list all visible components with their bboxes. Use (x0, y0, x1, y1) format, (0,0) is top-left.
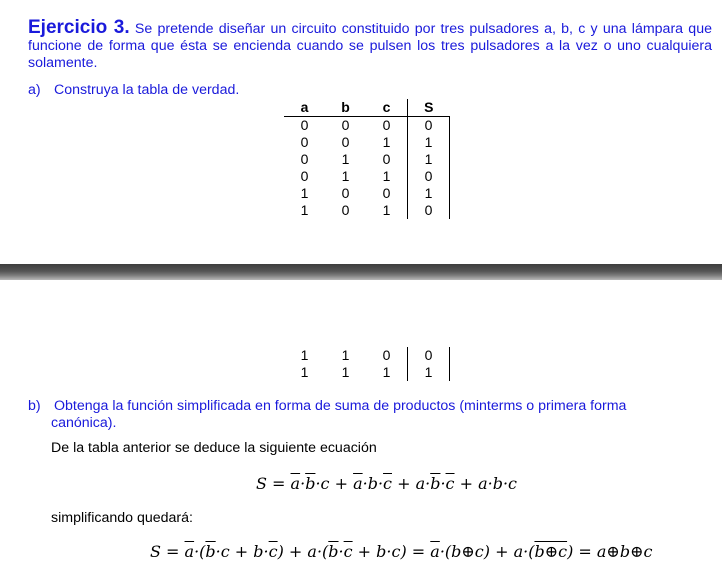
cell-c: 1 (382, 202, 391, 218)
header-b: b (325, 99, 366, 117)
cell-c: 0 (382, 117, 391, 133)
truth-table-header (284, 99, 450, 117)
simplified-equation: $S = \overline{a}\cdot(\overline{b}\cdot c + b\cdot\overline{c}) + a\cdot(\overline{b}\cdot\overline{c} + b\cdot c)$ = $\overline{a}\cdot(b\oplus c)$ + a·(b⊕c) = a⊕b⊕c (150, 542, 653, 561)
simplify-text: simplificando quedará: (51, 510, 193, 526)
cell-s: 0 (408, 202, 450, 219)
cell-c: 1 (382, 168, 391, 184)
cell-s: 0 (408, 117, 450, 135)
cell-c: 0 (382, 151, 391, 167)
cell-a: 1 (300, 185, 309, 201)
deduce-text: De la tabla anterior se deduce la siguiente ecuación (51, 440, 377, 456)
cell-b: 1 (341, 347, 350, 363)
cell-b: 0 (341, 134, 350, 150)
cell-a: 1 (300, 202, 309, 218)
table-row (284, 134, 450, 151)
question-b-text-continued: canónica). (51, 415, 117, 431)
cell-c: 1 (382, 364, 391, 380)
cell-s: 1 (408, 185, 450, 202)
cell-c: 1 (382, 134, 391, 150)
header-a: a (284, 99, 325, 117)
table-row (284, 202, 450, 219)
cell-c: 0 (382, 347, 391, 363)
truth-table-part2 (284, 347, 450, 381)
cell-b: 1 (341, 364, 350, 380)
cell-a: 0 (300, 168, 309, 184)
exercise-text: Se pretende diseñar un circuito constituido por tres pulsadores a, b, c y una lámpara que funcione de forma que ésta se encienda cuando se pulsen los tres pulsadores a la vez o uno cualquiera solamente. (28, 21, 712, 71)
question-b (28, 398, 688, 415)
question-a-label: a) (28, 82, 41, 98)
cell-s: 1 (408, 151, 450, 168)
cell-b: 0 (341, 202, 350, 218)
cell-a: 0 (300, 117, 309, 133)
header-c: c (366, 99, 408, 117)
canonical-equation: $S = \overline{a}\cdot\overline{b}\cdot c + \overline{a}\cdot b\cdot\overline{c} + a\cdot\overline{b}\cdot\overline{c} + a\cdot b\cdot c$ (256, 474, 518, 493)
table-row (284, 117, 450, 135)
table-row (284, 168, 450, 185)
cell-a: 1 (300, 347, 309, 363)
table-row (284, 364, 450, 381)
cell-s: 0 (408, 347, 450, 364)
cell-a: 0 (300, 151, 309, 167)
truth-table-part1 (284, 99, 450, 219)
table-row (284, 347, 450, 364)
cell-b: 1 (341, 151, 350, 167)
cell-a: 0 (300, 134, 309, 150)
cell-a: 1 (300, 364, 309, 380)
question-b-text: Obtenga la función simplificada en forma de suma de productos (minterms o primera forma (53, 398, 627, 414)
exercise-title: Ejercicio 3. (28, 17, 130, 38)
question-b-label: b) (28, 398, 41, 414)
page-break-separator (0, 264, 722, 280)
exercise-statement (28, 19, 712, 72)
cell-b: 0 (341, 185, 350, 201)
question-a (28, 82, 239, 98)
cell-c: 0 (382, 185, 391, 201)
question-a-text: Construya la tabla de verdad. (53, 82, 240, 98)
cell-b: 1 (341, 168, 350, 184)
cell-s: 1 (408, 134, 450, 151)
cell-s: 0 (408, 168, 450, 185)
cell-b: 0 (341, 117, 350, 133)
header-s: S (408, 99, 450, 117)
table-row (284, 185, 450, 202)
cell-s: 1 (408, 364, 450, 381)
table-row (284, 151, 450, 168)
